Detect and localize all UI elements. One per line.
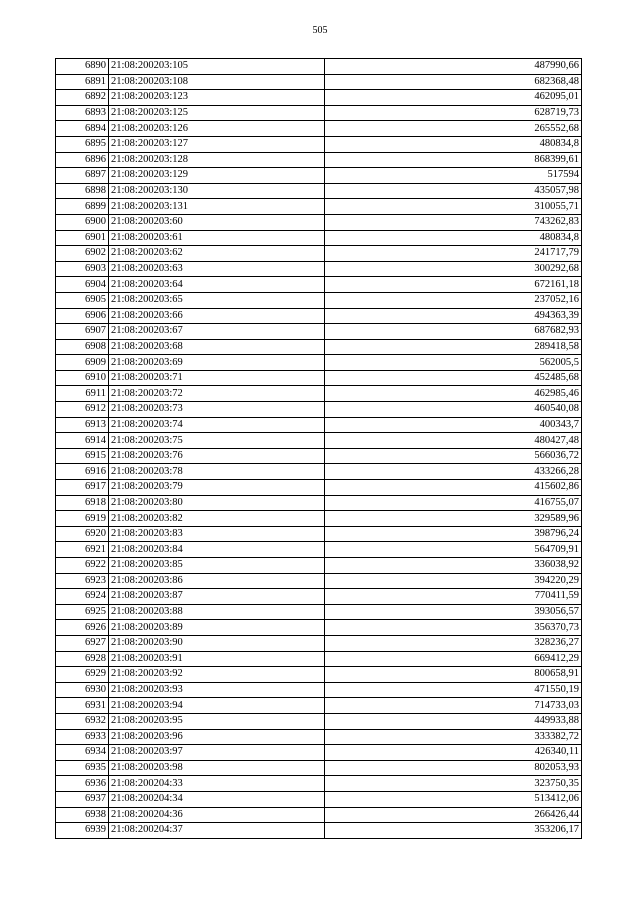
cadastral-number-cell: 21:08:200203:76: [109, 448, 325, 464]
table-row: [56, 339, 582, 355]
cadastral-number-cell: 21:08:200203:128: [109, 152, 325, 168]
row-number-cell: 6916: [56, 464, 109, 480]
value-cell: 241717,79: [325, 246, 582, 262]
value-cell: 480834,8: [325, 136, 582, 152]
table-row: [56, 433, 582, 449]
table-row: [56, 386, 582, 402]
row-number-cell: 6935: [56, 760, 109, 776]
value-cell: 333382,72: [325, 729, 582, 745]
cadastral-number-cell: 21:08:200203:92: [109, 667, 325, 683]
table-row: [56, 823, 582, 839]
value-cell: 494363,39: [325, 308, 582, 324]
table-row: [56, 183, 582, 199]
cadastral-number-cell: 21:08:200203:69: [109, 355, 325, 371]
value-cell: 329589,96: [325, 511, 582, 527]
value-cell: 566036,72: [325, 448, 582, 464]
value-cell: 714733,03: [325, 698, 582, 714]
table-body: [56, 59, 582, 839]
table-row: [56, 168, 582, 184]
table-row: [56, 651, 582, 667]
cadastral-number-cell: 21:08:200203:86: [109, 573, 325, 589]
cadastral-number-cell: 21:08:200203:105: [109, 59, 325, 75]
value-cell: 802053,93: [325, 760, 582, 776]
cadastral-number-cell: 21:08:200203:123: [109, 90, 325, 106]
table-row: [56, 776, 582, 792]
row-number-cell: 6902: [56, 246, 109, 262]
value-cell: 433266,28: [325, 464, 582, 480]
row-number-cell: 6920: [56, 526, 109, 542]
table-row: [56, 261, 582, 277]
value-cell: 480427,48: [325, 433, 582, 449]
table-row: [56, 90, 582, 106]
table-row: [56, 511, 582, 527]
table-row: [56, 558, 582, 574]
value-cell: 394220,29: [325, 573, 582, 589]
row-number-cell: 6903: [56, 261, 109, 277]
value-cell: 471550,19: [325, 682, 582, 698]
table-row: [56, 682, 582, 698]
row-number-cell: 6904: [56, 277, 109, 293]
cadastral-number-cell: 21:08:200204:37: [109, 823, 325, 839]
value-cell: 669412,29: [325, 651, 582, 667]
row-number-cell: 6913: [56, 417, 109, 433]
value-cell: 562005,5: [325, 355, 582, 371]
cadastral-number-cell: 21:08:200203:127: [109, 136, 325, 152]
row-number-cell: 6890: [56, 59, 109, 75]
row-number-cell: 6910: [56, 370, 109, 386]
row-number-cell: 6923: [56, 573, 109, 589]
table-row: [56, 635, 582, 651]
cadastral-number-cell: 21:08:200203:82: [109, 511, 325, 527]
table-row: [56, 308, 582, 324]
cadastral-number-cell: 21:08:200203:63: [109, 261, 325, 277]
row-number-cell: 6901: [56, 230, 109, 246]
table-row: [56, 402, 582, 418]
cadastral-number-cell: 21:08:200203:84: [109, 542, 325, 558]
cadastral-number-cell: 21:08:200203:60: [109, 214, 325, 230]
cadastral-number-cell: 21:08:200203:80: [109, 495, 325, 511]
row-number-cell: 6894: [56, 121, 109, 137]
table-row: [56, 526, 582, 542]
table-row: [56, 152, 582, 168]
cadastral-number-cell: 21:08:200203:71: [109, 370, 325, 386]
row-number-cell: 6921: [56, 542, 109, 558]
value-cell: 336038,92: [325, 558, 582, 574]
row-number-cell: 6893: [56, 105, 109, 121]
table-row: [56, 698, 582, 714]
row-number-cell: 6899: [56, 199, 109, 215]
value-cell: 265552,68: [325, 121, 582, 137]
cadastral-number-cell: 21:08:200203:74: [109, 417, 325, 433]
value-cell: 868399,61: [325, 152, 582, 168]
table-row: [56, 277, 582, 293]
table-row: [56, 136, 582, 152]
row-number-cell: 6912: [56, 402, 109, 418]
cadastral-number-cell: 21:08:200204:36: [109, 807, 325, 823]
table-row: [56, 542, 582, 558]
value-cell: 328236,27: [325, 635, 582, 651]
table-row: [56, 370, 582, 386]
value-cell: 300292,68: [325, 261, 582, 277]
table-row: [56, 199, 582, 215]
value-cell: 356370,73: [325, 620, 582, 636]
row-number-cell: 6914: [56, 433, 109, 449]
row-number-cell: 6891: [56, 74, 109, 90]
table-row: [56, 760, 582, 776]
value-cell: 462095,01: [325, 90, 582, 106]
value-cell: 266426,44: [325, 807, 582, 823]
table-row: [56, 246, 582, 262]
cadastral-number-cell: 21:08:200203:129: [109, 168, 325, 184]
row-number-cell: 6928: [56, 651, 109, 667]
row-number-cell: 6909: [56, 355, 109, 371]
cadastral-number-cell: 21:08:200203:126: [109, 121, 325, 137]
row-number-cell: 6905: [56, 292, 109, 308]
row-number-cell: 6897: [56, 168, 109, 184]
row-number-cell: 6936: [56, 776, 109, 792]
value-cell: 517594: [325, 168, 582, 184]
value-cell: 682368,48: [325, 74, 582, 90]
row-number-cell: 6919: [56, 511, 109, 527]
table-row: [56, 324, 582, 340]
table-row: [56, 620, 582, 636]
cadastral-number-cell: 21:08:200203:64: [109, 277, 325, 293]
value-cell: 400343,7: [325, 417, 582, 433]
value-cell: 415602,86: [325, 480, 582, 496]
table-row: [56, 121, 582, 137]
value-cell: 426340,11: [325, 745, 582, 761]
row-number-cell: 6929: [56, 667, 109, 683]
table-row: [56, 74, 582, 90]
value-cell: 323750,35: [325, 776, 582, 792]
value-cell: 435057,98: [325, 183, 582, 199]
table-row: [56, 448, 582, 464]
cadastral-number-cell: 21:08:200203:108: [109, 74, 325, 90]
row-number-cell: 6926: [56, 620, 109, 636]
value-cell: 460540,08: [325, 402, 582, 418]
value-cell: 452485,68: [325, 370, 582, 386]
table-row: [56, 745, 582, 761]
table-row: [56, 59, 582, 75]
row-number-cell: 6934: [56, 745, 109, 761]
cadastral-value-table: [55, 58, 582, 839]
table-row: [56, 230, 582, 246]
row-number-cell: 6900: [56, 214, 109, 230]
page-number: 505: [312, 25, 328, 36]
cadastral-number-cell: 21:08:200203:125: [109, 105, 325, 121]
cadastral-number-cell: 21:08:200203:83: [109, 526, 325, 542]
cadastral-number-cell: 21:08:200203:72: [109, 386, 325, 402]
row-number-cell: 6925: [56, 604, 109, 620]
row-number-cell: 6933: [56, 729, 109, 745]
value-cell: 353206,17: [325, 823, 582, 839]
row-number-cell: 6939: [56, 823, 109, 839]
table-row: [56, 791, 582, 807]
row-number-cell: 6938: [56, 807, 109, 823]
row-number-cell: 6932: [56, 713, 109, 729]
cadastral-number-cell: 21:08:200203:75: [109, 433, 325, 449]
row-number-cell: 6917: [56, 480, 109, 496]
row-number-cell: 6937: [56, 791, 109, 807]
value-cell: 480834,8: [325, 230, 582, 246]
value-cell: 770411,59: [325, 589, 582, 605]
table-row: [56, 589, 582, 605]
cadastral-number-cell: 21:08:200203:62: [109, 246, 325, 262]
cadastral-number-cell: 21:08:200203:94: [109, 698, 325, 714]
cadastral-number-cell: 21:08:200203:79: [109, 480, 325, 496]
value-cell: 289418,58: [325, 339, 582, 355]
cadastral-number-cell: 21:08:200203:96: [109, 729, 325, 745]
cadastral-number-cell: 21:08:200203:87: [109, 589, 325, 605]
table-row: [56, 573, 582, 589]
cadastral-number-cell: 21:08:200203:95: [109, 713, 325, 729]
row-number-cell: 6892: [56, 90, 109, 106]
value-cell: 687682,93: [325, 324, 582, 340]
cadastral-number-cell: 21:08:200203:97: [109, 745, 325, 761]
cadastral-number-cell: 21:08:200203:78: [109, 464, 325, 480]
value-cell: 462985,46: [325, 386, 582, 402]
cadastral-number-cell: 21:08:200203:88: [109, 604, 325, 620]
cadastral-number-cell: 21:08:200203:131: [109, 199, 325, 215]
cadastral-number-cell: 21:08:200203:65: [109, 292, 325, 308]
cadastral-number-cell: 21:08:200203:68: [109, 339, 325, 355]
table-row: [56, 667, 582, 683]
value-cell: 416755,07: [325, 495, 582, 511]
cadastral-number-cell: 21:08:200203:67: [109, 324, 325, 340]
row-number-cell: 6931: [56, 698, 109, 714]
value-cell: 393056,57: [325, 604, 582, 620]
table-row: [56, 495, 582, 511]
row-number-cell: 6911: [56, 386, 109, 402]
cadastral-number-cell: 21:08:200203:93: [109, 682, 325, 698]
row-number-cell: 6906: [56, 308, 109, 324]
row-number-cell: 6922: [56, 558, 109, 574]
value-cell: 672161,18: [325, 277, 582, 293]
row-number-cell: 6927: [56, 635, 109, 651]
row-number-cell: 6907: [56, 324, 109, 340]
cadastral-number-cell: 21:08:200204:33: [109, 776, 325, 792]
value-cell: 743262,83: [325, 214, 582, 230]
value-cell: 513412,06: [325, 791, 582, 807]
row-number-cell: 6908: [56, 339, 109, 355]
value-cell: 449933,88: [325, 713, 582, 729]
value-cell: 237052,16: [325, 292, 582, 308]
row-number-cell: 6915: [56, 448, 109, 464]
cadastral-number-cell: 21:08:200203:130: [109, 183, 325, 199]
cadastral-number-cell: 21:08:200203:73: [109, 402, 325, 418]
value-cell: 310055,71: [325, 199, 582, 215]
table-row: [56, 480, 582, 496]
row-number-cell: 6895: [56, 136, 109, 152]
table-row: [56, 729, 582, 745]
cadastral-number-cell: 21:08:200203:91: [109, 651, 325, 667]
row-number-cell: 6898: [56, 183, 109, 199]
table-row: [56, 417, 582, 433]
row-number-cell: 6924: [56, 589, 109, 605]
table-row: [56, 713, 582, 729]
row-number-cell: 6918: [56, 495, 109, 511]
row-number-cell: 6930: [56, 682, 109, 698]
cadastral-number-cell: 21:08:200203:66: [109, 308, 325, 324]
cadastral-number-cell: 21:08:200204:34: [109, 791, 325, 807]
cadastral-number-cell: 21:08:200203:85: [109, 558, 325, 574]
value-cell: 800658,91: [325, 667, 582, 683]
cadastral-number-cell: 21:08:200203:98: [109, 760, 325, 776]
table-row: [56, 292, 582, 308]
value-cell: 628719,73: [325, 105, 582, 121]
cadastral-number-cell: 21:08:200203:61: [109, 230, 325, 246]
cadastral-number-cell: 21:08:200203:89: [109, 620, 325, 636]
table-row: [56, 464, 582, 480]
value-cell: 564709,91: [325, 542, 582, 558]
table-row: [56, 807, 582, 823]
row-number-cell: 6896: [56, 152, 109, 168]
value-cell: 487990,66: [325, 59, 582, 75]
table-row: [56, 604, 582, 620]
table-row: [56, 105, 582, 121]
value-cell: 398796,24: [325, 526, 582, 542]
cadastral-number-cell: 21:08:200203:90: [109, 635, 325, 651]
table-row: [56, 214, 582, 230]
table-row: [56, 355, 582, 371]
